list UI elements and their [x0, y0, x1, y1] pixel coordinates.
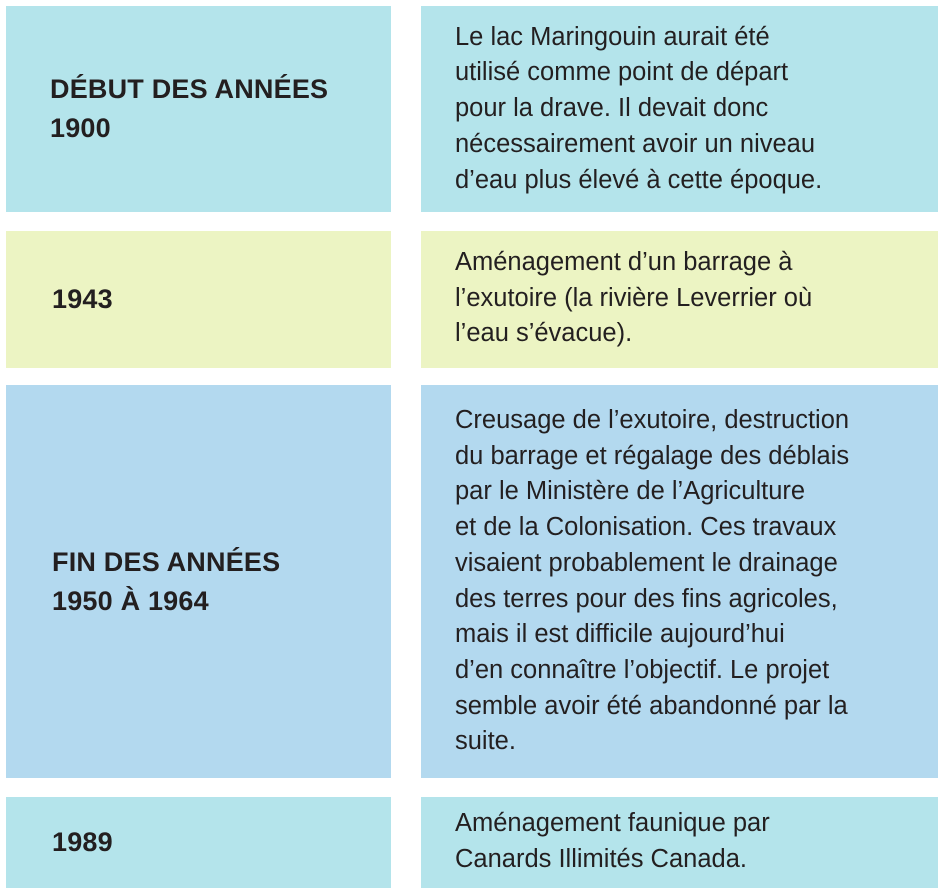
description-line: d’en connaître l’objectif. Le projet	[455, 655, 830, 684]
date-line: DÉBUT DES ANNÉES	[50, 74, 329, 104]
description-line: pour la drave. Il devait donc	[455, 94, 769, 123]
date-cell-late-1950s-1964	[6, 385, 391, 778]
description-line: suite.	[455, 727, 516, 756]
description-line: semble avoir été abandonné par la	[455, 691, 848, 720]
description-line: d’eau plus élevé à cette époque.	[455, 165, 823, 194]
date-line: 1950 À 1964	[52, 585, 209, 616]
description-line: Le lac Maringouin aurait été	[455, 22, 770, 51]
date-cell-1943	[6, 231, 391, 368]
description-line: Aménagement d’un barrage à	[455, 247, 793, 276]
description-line: Creusage de l’exutoire, destruction	[455, 405, 850, 434]
description-line: visaient probablement le drainage	[455, 548, 838, 577]
description-line: mais il est difficile aujourd’hui	[455, 620, 785, 649]
description-line: l’exutoire (la rivière Leverrier où	[455, 283, 813, 312]
date-line: 1989	[52, 827, 113, 857]
date-line: 1943	[52, 284, 113, 314]
date-label	[52, 543, 375, 621]
description-text	[455, 245, 928, 352]
date-label	[50, 70, 375, 148]
description-line: et de la Colonisation. Ces travaux	[455, 513, 837, 542]
description-text	[455, 403, 928, 760]
date-label	[52, 823, 375, 862]
description-line: Aménagement faunique par	[455, 808, 770, 837]
description-line: l’eau s’évacue).	[455, 319, 633, 348]
description-line: utilisé comme point de départ	[455, 58, 789, 87]
description-text	[455, 20, 928, 199]
description-line: Canards Illimités Canada.	[455, 844, 747, 873]
date-line: FIN DES ANNÉES	[52, 546, 281, 577]
date-label	[52, 280, 375, 319]
description-line: par le Ministère de l’Agriculture	[455, 477, 806, 506]
date-cell-1989	[6, 797, 391, 888]
description-cell-1989	[421, 797, 938, 888]
description-line: nécessairement avoir un niveau	[455, 129, 816, 158]
description-cell-late-1950s-1964	[421, 385, 938, 778]
description-text	[455, 806, 928, 877]
description-cell-1943	[421, 231, 938, 368]
description-cell-early-1900s	[421, 6, 938, 212]
date-line: 1900	[50, 113, 111, 143]
description-line: des terres pour des fins agricoles,	[455, 584, 838, 613]
description-line: du barrage et régalage des déblais	[455, 441, 850, 470]
date-cell-early-1900s	[6, 6, 391, 212]
